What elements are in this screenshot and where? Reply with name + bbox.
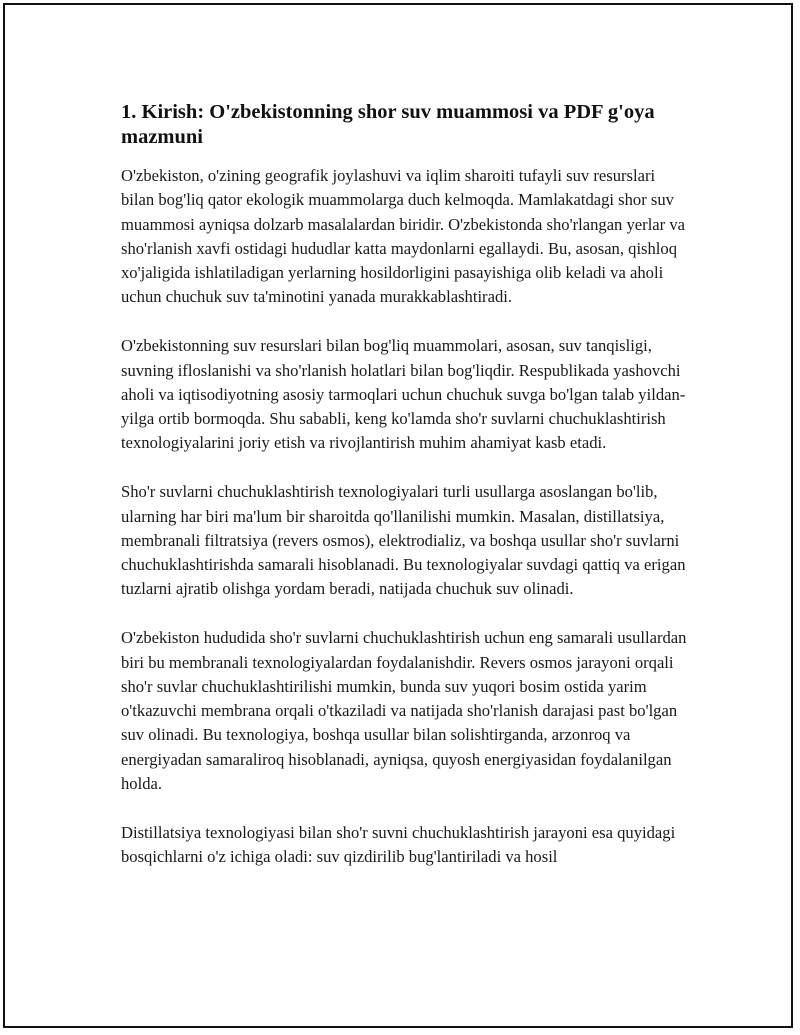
paragraph-2: O'zbekistonning suv resurslari bilan bog'liq muammolari, asosan, suv tanqisligi, suvning ifloslanishi va sho'rlanish holatlari bilan bog'liqdir. Respublikada yashovchi aholi va iqtisodiyotning asosiy tarmoqlari uchun chuchuk suvga bo'lgan talab yildan-yilga ortib bormoqda. Shu sababli, keng ko'lamda sho'r suvlarni chuchuklashtirish texnologiyalarini joriy etish va rivojlantirish muhim ahamiyat kasb etadi. [121, 336, 686, 453]
paragraph-5: Distillatsiya texnologiyasi bilan sho'r suvni chuchuklashtirish jarayoni esa quyidagi bosqichlarni o'z ichiga oladi: suv qizdirilib bug'lantiriladi va hosil [121, 822, 676, 867]
section-heading: 1. Kirish: O'zbekistonning shor suv muammosi va PDF g'oya mazmuni [121, 101, 655, 148]
document-page [3, 3, 793, 1028]
paragraph-3: Sho'r suvlarni chuchuklashtirish texnologiyalari turli usullarga asoslangan bo'lib, ularning har biri ma'lum bir sharoitda qo'llanilishi mumkin. Masalan, distillatsiya, membranali filtratsiya (revers osmos), elektrodializ, va boshqa usullar sho'r suvlarni chuchuklashtirishda samarali hisoblanadi. Bu texnologiyalar suvdagi qattiq va erigan tuzlarni ajratib olishga yordam beradi, natijada chuchuk suv olinadi. [121, 482, 686, 599]
paragraph-1: O'zbekiston, o'zining geografik joylashuvi va iqlim sharoiti tufayli suv resurslari bilan bog'liq qator ekologik muammolarga duch kelmoqda. Mamlakatdagi shor suv muammosi ayniqsa dolzarb masalalardan biridir. O'zbekistonda sho'rlangan yerlar va sho'rlanish xavfi ostidagi hududlar katta maydonlarni egallaydi. Bu, asosan, qishloq xo'jaligida ishlatiladigan yerlarning hosildorligini pasayishiga olib keladi va aholi uchun chuchuk suv ta'minotini yanada murakkablashtiradi. [121, 166, 686, 307]
paragraph-4: O'zbekiston hududida sho'r suvlarni chuchuklashtirish uchun eng samarali usullardan biri bu membranali texnologiyalardan foydalanishdir. Revers osmos jarayoni orqali sho'r suvlar chuchuklashtirilishi mumkin, bunda suv yuqori bosim ostida yarim o'tkazuvchi membrana orqali o'tkaziladi va natijada sho'rlanish darajasi past bo'lgan suv olinadi. Bu texnologiya, boshqa usullar bilan solishtirganda, arzonroq va energiyadan samaraliroq hisoblanadi, ayniqsa, quyosh energiyasidan foydalanilgan holda. [121, 628, 687, 794]
document-content [121, 100, 691, 894]
